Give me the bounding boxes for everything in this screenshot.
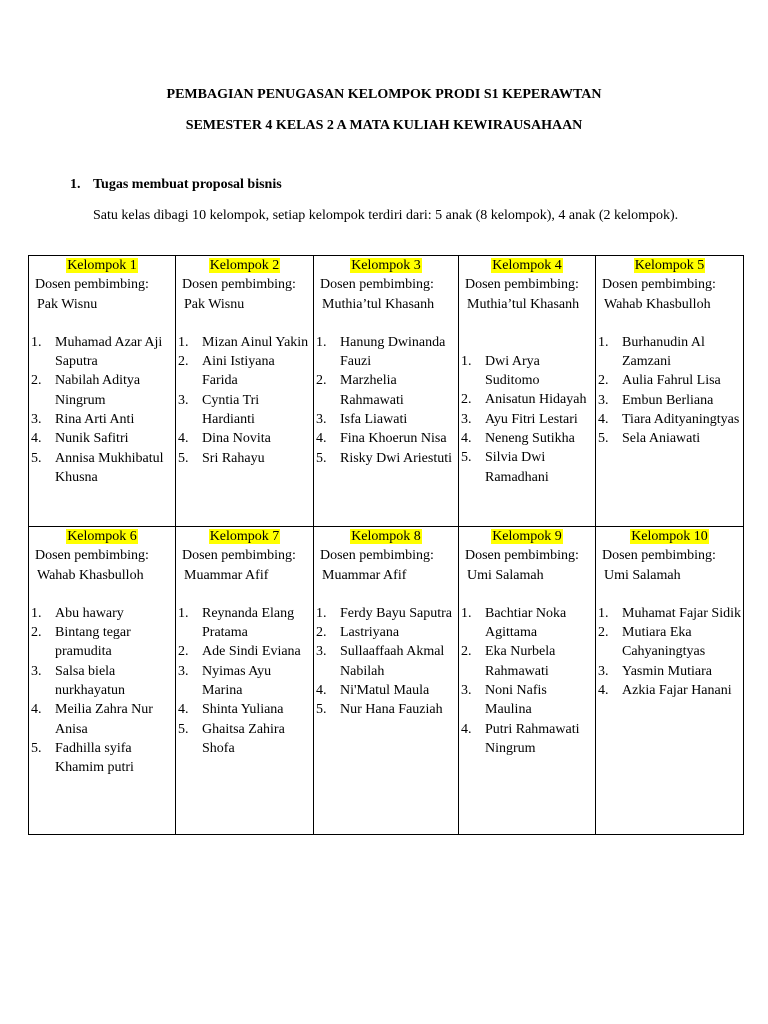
member-number: 3. (316, 412, 327, 428)
member-name: Marzhelia Rahmawati (340, 373, 404, 408)
member-list-item (178, 720, 311, 759)
member-number: 2. (316, 625, 327, 641)
member-list-item (461, 429, 593, 448)
member-list (31, 604, 173, 778)
member-name: Embun Berliana (622, 392, 714, 408)
group-cell (596, 256, 744, 527)
member-name: Abu hawary (55, 605, 124, 621)
member-list-item (316, 371, 456, 410)
advisor-name: Wahab Khasbulloh (604, 296, 711, 312)
member-number: 2. (461, 644, 472, 660)
advisor-name: Umi Salamah (467, 567, 544, 583)
advisor-label: Dosen pembimbing: (35, 277, 149, 293)
group-name-highlight: Kelompok 2 (209, 258, 280, 273)
member-number: 4. (178, 702, 189, 718)
member-list (31, 333, 173, 487)
member-number: 2. (178, 354, 189, 370)
member-number: 3. (178, 392, 189, 408)
group-cell (314, 256, 459, 527)
member-number: 3. (461, 683, 472, 699)
blank-line (461, 314, 593, 333)
member-number: 2. (598, 373, 609, 389)
member-list-item (31, 604, 173, 623)
blank-line (461, 585, 593, 604)
member-number: 5. (461, 450, 472, 466)
group-name-highlight: Kelompok 5 (634, 258, 705, 273)
member-name: Dina Novita (202, 431, 271, 447)
member-list-item (461, 448, 593, 487)
member-number: 1. (178, 334, 189, 350)
document-title-line-2: SEMESTER 4 KELAS 2 A MATA KULIAH KEWIRAUSAHAAN (185, 118, 583, 133)
member-number: 3. (598, 663, 609, 679)
member-name: Fadhilla syifa Khamim putri (55, 740, 134, 776)
member-number: 3. (178, 663, 189, 679)
member-number: 1. (316, 334, 327, 350)
member-list (461, 352, 593, 487)
member-list-item (316, 700, 456, 719)
member-list-item (178, 662, 311, 701)
member-list-item (316, 642, 456, 681)
member-name: Lastriyana (340, 625, 400, 641)
member-name: Bintang tegar pramudita (55, 625, 131, 660)
group-heading (178, 527, 311, 546)
member-name: Noni Nafis Maulina (485, 683, 547, 718)
member-name: Nunik Safitri (55, 431, 129, 447)
member-number: 4. (461, 721, 472, 737)
section-heading-text: Tugas membuat proposal bisnis (93, 177, 282, 192)
group-heading (598, 256, 741, 275)
member-list-item (598, 410, 741, 429)
advisor-name: Muthia’tul Khasanh (322, 296, 435, 312)
group-cell (596, 527, 744, 835)
member-name: Nyimas Ayu Marina (202, 663, 272, 699)
member-name: Azkia Fajar Hanani (622, 683, 732, 699)
member-list-item (598, 623, 741, 662)
member-number: 1. (598, 334, 609, 350)
member-number: 4. (598, 412, 609, 428)
member-number: 5. (598, 431, 609, 447)
group-name-highlight: Kelompok 8 (351, 529, 421, 544)
blank-line (316, 314, 456, 333)
group-cell (176, 527, 314, 835)
group-name-highlight: Kelompok 3 (351, 258, 421, 273)
group-heading (461, 256, 593, 275)
advisor-name: Muthia’tul Khasanh (467, 296, 580, 312)
member-list-item (31, 700, 173, 739)
group-table-row (29, 527, 744, 835)
blank-line (178, 314, 311, 333)
group-heading (31, 527, 173, 546)
member-list-item (178, 333, 311, 352)
member-number: 1. (316, 605, 327, 621)
member-name: Salsa biela nurkhayatun (55, 663, 125, 699)
member-number: 1. (31, 334, 42, 350)
member-list-item (31, 333, 173, 372)
member-list-item (461, 604, 593, 643)
member-list-item (461, 681, 593, 720)
group-name-highlight: Kelompok 9 (492, 529, 562, 544)
member-list-item (178, 642, 311, 661)
group-name-highlight: Kelompok 7 (209, 529, 280, 544)
member-list (598, 604, 741, 700)
member-name: Reynanda Elang Pratama (202, 605, 295, 641)
advisor-name: Muammar Afif (184, 567, 269, 583)
member-list-item (178, 700, 311, 719)
advisor-name: Umi Salamah (604, 567, 681, 583)
member-number: 1. (461, 353, 472, 369)
member-name: Putri Rahmawati Ningrum (485, 721, 580, 756)
section-number: 1. (70, 177, 81, 192)
advisor-name: Pak Wisnu (184, 296, 245, 312)
member-number: 5. (316, 450, 327, 466)
member-name: Muhamad Azar Aji Saputra (55, 334, 163, 370)
group-heading (31, 256, 173, 275)
member-list-item (31, 449, 173, 488)
member-list-item (598, 391, 741, 410)
member-number: 1. (461, 605, 472, 621)
member-list (178, 604, 311, 758)
member-name: Anisatun Hidayah (485, 392, 587, 408)
blank-line (31, 314, 173, 333)
member-list-item (316, 410, 456, 429)
member-name: Nabilah Aditya Ningrum (55, 373, 141, 408)
group-table-row (29, 256, 744, 527)
group-cell (29, 527, 176, 835)
group-name-highlight: Kelompok 6 (67, 529, 137, 544)
member-number: 4. (316, 683, 327, 699)
blank-line (178, 585, 311, 604)
member-name: Dwi Arya Suditomo (485, 353, 540, 389)
member-name: Isfa Liawati (340, 412, 408, 428)
member-name: Mutiara Eka Cahyaningtyas (622, 625, 706, 660)
member-list-item (316, 449, 456, 468)
member-list-item (461, 352, 593, 391)
member-list-item (31, 662, 173, 701)
member-name: Annisa Mukhibatul Khusna (55, 450, 164, 485)
member-number: 1. (31, 605, 42, 621)
member-number: 5. (31, 450, 42, 466)
member-list-item (598, 681, 741, 700)
member-name: Hanung Dwinanda Fauzi (340, 334, 446, 370)
group-cell (176, 256, 314, 527)
member-list-item (178, 449, 311, 468)
member-list-item (178, 429, 311, 448)
group-name-highlight: Kelompok 1 (67, 258, 137, 273)
member-list-item (316, 604, 456, 623)
member-name: Tiara Adityaningtyas (622, 412, 740, 428)
member-number: 3. (31, 663, 42, 679)
group-heading (598, 527, 741, 546)
member-list (178, 333, 311, 468)
group-name-highlight: Kelompok 4 (492, 258, 562, 273)
member-number: 2. (316, 373, 327, 389)
member-list (598, 333, 741, 449)
member-number: 5. (31, 740, 42, 756)
member-name: Aini Istiyana Farida (202, 354, 275, 389)
group-name-highlight: Kelompok 10 (631, 529, 708, 544)
advisor-label: Dosen pembimbing: (320, 277, 434, 293)
member-list (316, 604, 456, 720)
group-cell (459, 527, 596, 835)
blank-line (31, 585, 173, 604)
member-number: 3. (598, 392, 609, 408)
member-list-item (461, 410, 593, 429)
member-name: Bachtiar Noka Agittama (485, 605, 567, 641)
member-number: 4. (31, 431, 42, 447)
member-number: 2. (178, 644, 189, 660)
member-number: 3. (31, 412, 42, 428)
member-list-item (31, 410, 173, 429)
section-heading (70, 176, 282, 194)
member-list-item (316, 333, 456, 372)
member-name: Eka Nurbela Rahmawati (485, 644, 556, 679)
member-name: Ni'Matul Maula (340, 683, 430, 699)
member-list-item (31, 739, 173, 778)
group-cell (29, 256, 176, 527)
member-number: 5. (316, 702, 327, 718)
member-number: 4. (316, 431, 327, 447)
member-name: Mizan Ainul Yakin (202, 334, 309, 350)
group-heading (461, 527, 593, 546)
advisor-name: Pak Wisnu (37, 296, 98, 312)
advisor-label: Dosen pembimbing: (35, 548, 149, 564)
member-list-item (598, 371, 741, 390)
blank-line (598, 314, 741, 333)
member-list-item (178, 604, 311, 643)
advisor-name: Muammar Afif (322, 567, 407, 583)
member-list (316, 333, 456, 468)
member-number: 3. (461, 411, 472, 427)
group-cell (314, 527, 459, 835)
advisor-label: Dosen pembimbing: (465, 277, 579, 293)
member-number: 2. (31, 373, 42, 389)
member-name: Silvia Dwi Ramadhani (485, 450, 549, 485)
member-number: 2. (31, 625, 42, 641)
advisor-label: Dosen pembimbing: (182, 277, 296, 293)
advisor-name: Wahab Khasbulloh (37, 567, 144, 583)
member-number: 4. (598, 683, 609, 699)
section-intro-paragraph: Satu kelas dibagi 10 kelompok, setiap kelompok terdiri dari: 5 anak (8 kelompok), 4 anak (2 kelompok). (93, 208, 679, 223)
member-number: 2. (598, 625, 609, 641)
blank-line (316, 585, 456, 604)
member-number: 5. (178, 721, 189, 737)
member-number: 2. (461, 392, 472, 408)
member-name: Ayu Fitri Lestari (485, 411, 578, 427)
group-table (28, 255, 744, 835)
member-list (461, 604, 593, 758)
blank-line (598, 585, 741, 604)
member-list-item (316, 623, 456, 642)
member-name: Aulia Fahrul Lisa (622, 373, 721, 389)
member-name: Yasmin Mutiara (622, 663, 712, 679)
advisor-label: Dosen pembimbing: (465, 548, 579, 564)
member-name: Ade Sindi Eviana (202, 644, 301, 660)
member-name: Ferdy Bayu Saputra (340, 605, 452, 621)
member-list-item (316, 681, 456, 700)
member-number: 1. (598, 605, 609, 621)
member-number: 4. (31, 702, 42, 718)
member-list-item (461, 642, 593, 681)
group-cell (459, 256, 596, 527)
member-name: Ghaitsa Zahira Shofa (202, 721, 285, 756)
member-list-item (598, 662, 741, 681)
member-name: Nur Hana Fauziah (340, 702, 443, 718)
member-name: Meilia Zahra Nur Anisa (55, 702, 153, 737)
member-name: Shinta Yuliana (202, 702, 284, 718)
member-number: 4. (461, 431, 472, 447)
member-name: Neneng Sutikha (485, 431, 575, 447)
member-number: 3. (316, 644, 327, 660)
member-name: Fina Khoerun Nisa (340, 431, 447, 447)
member-list-item (31, 429, 173, 448)
member-list-item (31, 623, 173, 662)
member-list-item (461, 390, 593, 409)
blank-line (461, 333, 593, 352)
member-name: Sullaaffaah Akmal Nabilah (340, 644, 445, 679)
member-list-item (31, 371, 173, 410)
advisor-label: Dosen pembimbing: (320, 548, 434, 564)
group-heading (316, 527, 456, 546)
member-list-item (598, 429, 741, 448)
member-name: Burhanudin Al Zamzani (622, 334, 705, 370)
member-name: Risky Dwi Ariestuti (340, 450, 453, 466)
member-name: Rina Arti Anti (55, 412, 135, 428)
advisor-label: Dosen pembimbing: (182, 548, 296, 564)
member-number: 5. (178, 450, 189, 466)
advisor-label: Dosen pembimbing: (602, 548, 716, 564)
document-title-line-1: PEMBAGIAN PENUGASAN KELOMPOK PRODI S1 KEPERAWTAN (166, 87, 602, 102)
member-number: 4. (178, 431, 189, 447)
member-list-item (178, 391, 311, 430)
member-list-item (598, 604, 741, 623)
member-list-item (316, 429, 456, 448)
member-list-item (598, 333, 741, 372)
member-name: Muhamat Fajar Sidik (622, 605, 741, 621)
member-name: Sri Rahayu (202, 450, 265, 466)
member-list-item (461, 720, 593, 759)
member-name: Cyntia Tri Hardianti (202, 392, 260, 428)
group-heading (316, 256, 456, 275)
member-list-item (178, 352, 311, 391)
member-name: Sela Aniawati (622, 431, 701, 447)
member-number: 1. (178, 605, 189, 621)
group-heading (178, 256, 311, 275)
advisor-label: Dosen pembimbing: (602, 277, 716, 293)
